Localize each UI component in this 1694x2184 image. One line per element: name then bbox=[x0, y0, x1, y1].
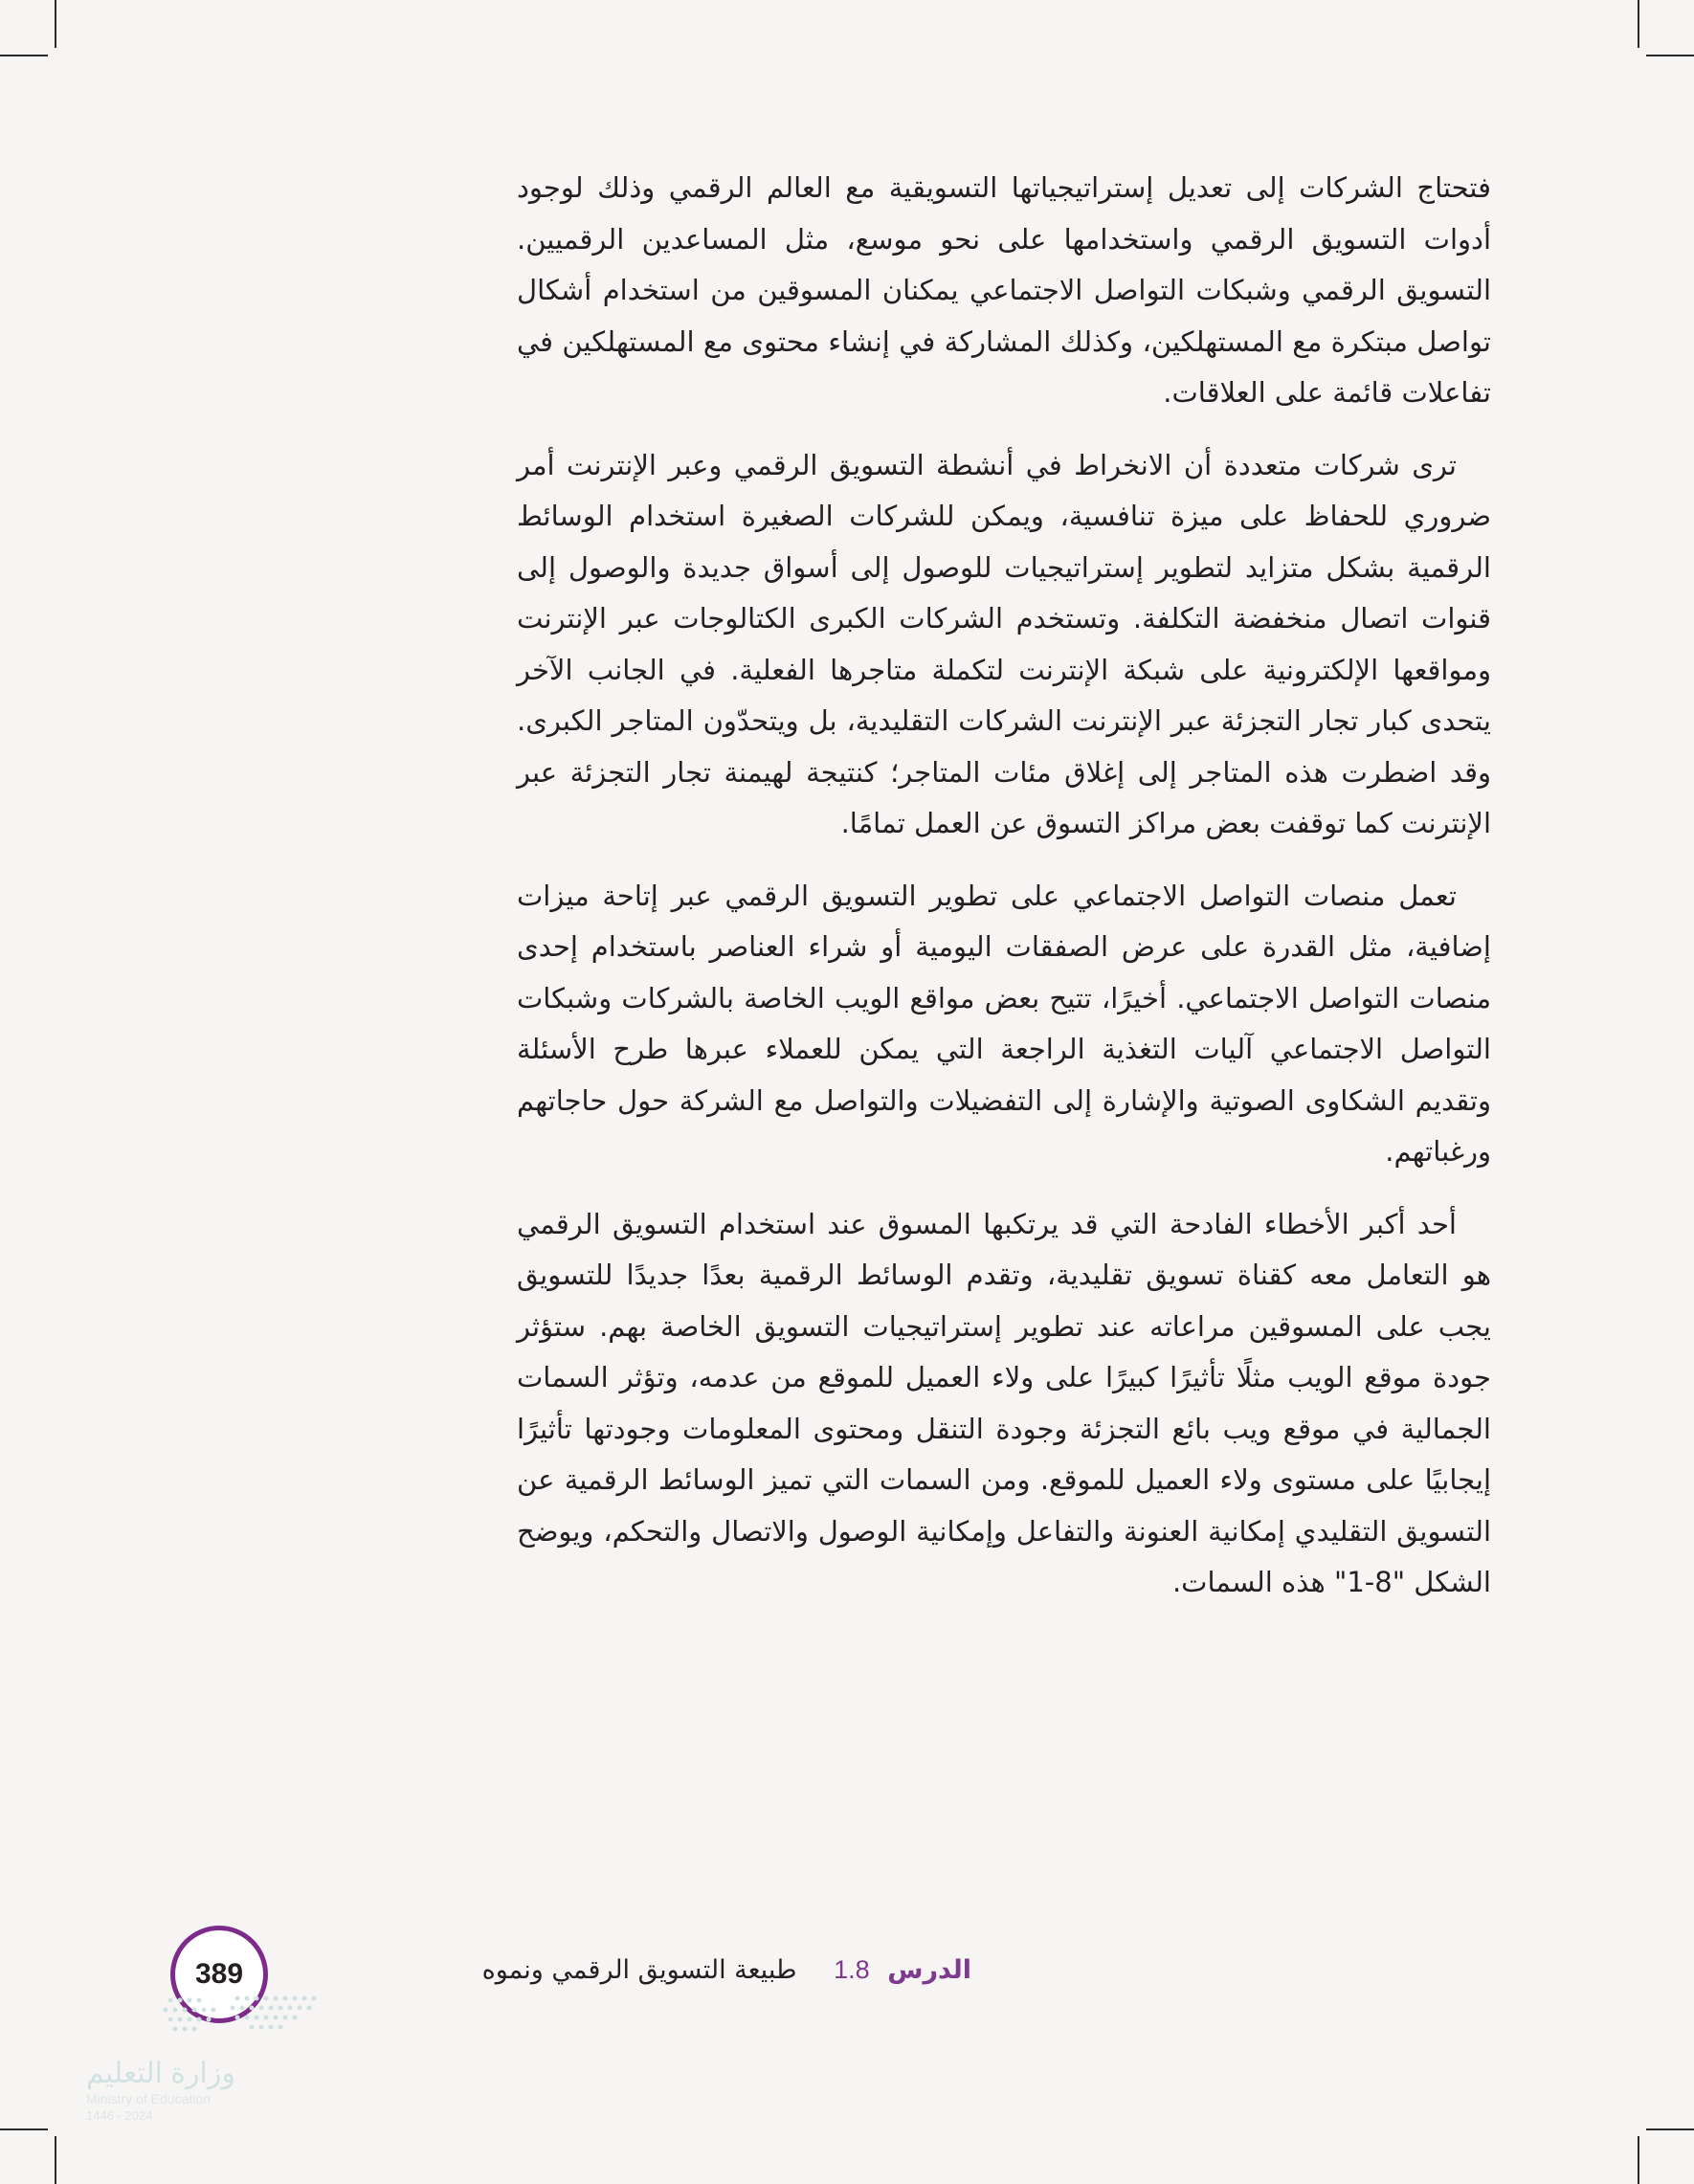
lesson-name: طبيعة التسويق الرقمي ونموه bbox=[481, 1955, 797, 1985]
crop-mark-bottom-left bbox=[55, 2136, 56, 2184]
ministry-name-en: Ministry of Education bbox=[86, 2091, 211, 2106]
crop-mark-bottom-right-h bbox=[1646, 2128, 1694, 2130]
ministry-name-ar: وزارة التعليم bbox=[86, 2058, 235, 2089]
paragraph-2: ترى شركات متعددة أن الانخراط في أنشطة التسويق الرقمي وعبر الإنترنت أمر ضروري للحفاظ على ميزة تنافسية، ويمكن للشركات الصغيرة استخدام الوسائط الرقمية بشكل متزايد لتطوير إستراتيجيات للوصول إلى أسواق جديدة والوصول إلى قنوات اتصال منخفضة التكلفة. وتستخدم الشركات الكبرى الكتالوجات عبر الإنترنت ومواقعها الإلكترونية على شبكة الإنترنت لتكملة متاجرها الفعلية. في الجانب الآخر يتحدى كبار تجار التجزئة عبر الإنترنت الشركات التقليدية، بل ويتحدّون المتاجر الكبرى. وقد اضطرت هذه المتاجر إلى إغلاق مئات المتاجر؛ كنتيجة لهيمنة تجار التجزئة عبر الإنترنت كما توقفت بعض مراكز التسوق عن العمل تمامًا. bbox=[517, 448, 1491, 839]
lesson-label: الدرس bbox=[887, 1955, 971, 1985]
lesson-title bbox=[482, 1955, 971, 1985]
ministry-logo-dots-icon bbox=[161, 1993, 323, 2050]
ministry-year: 2024 - 1446 bbox=[86, 2108, 153, 2123]
paragraph-1: فتحتاج الشركات إلى تعديل إستراتيجياتها التسويقية مع العالم الرقمي وذلك لوجود أدوات التسويق الرقمي واستخدامها على نحو موسع، مثل المساعدين الرقميين. التسويق الرقمي وشبكات التواصل الاجتماعي يمكنان المسوقين من استخدام أشكال تواصل مبتكرة مع المستهلكين، وكذلك المشاركة في إنشاء محتوى مع المستهلكين في تفاعلات قائمة على العلاقات. bbox=[517, 171, 1491, 409]
paragraph-4: أحد أكبر الأخطاء الفادحة التي قد يرتكبها المسوق عند استخدام التسويق الرقمي هو التعامل معه كقناة تسويق تقليدية، وتقدم الوسائط الرقمية بعدًا جديدًا للتسويق يجب على المسوقين مراعاته عند تطوير إستراتيجيات التسويق الخاصة بهم. ستؤثر جودة موقع الويب مثلًا تأثيرًا كبيرًا على ولاء العميل للموقع من عدمه، وتؤثر السمات الجمالية في موقع ويب بائع التجزئة وجودة التنقل ومحتوى المعلومات وجودتها تأثيرًا إيجابيًا على مستوى ولاء العميل للموقع. ومن السمات التي تميز الوسائط الرقمية عن التسويق التقليدي إمكانية العنونة والتفاعل وإمكانية الوصول والاتصال والتحكم، ويوضح الشكل "8-1" هذه السمات. bbox=[517, 1207, 1491, 1598]
paragraph-3: تعمل منصات التواصل الاجتماعي على تطوير التسويق الرقمي عبر إتاحة ميزات إضافية، مثل القدرة على عرض الصفقات اليومية أو شراء العناصر باستخدام إحدى منصات التواصل الاجتماعي. أخيرًا، تتيح بعض مواقع الويب الخاصة بالشركات وشبكات التواصل الاجتماعي آليات التغذية الراجعة التي يمكن للعملاء عبرها طرح الأسئلة وتقديم الشكاوى الصوتية والإشارة إلى التفضيلات والتواصل مع الشركة حول حاجاتهم ورغباتهم. bbox=[517, 879, 1491, 1168]
body-text bbox=[517, 163, 1491, 1630]
crop-mark-top-right-h bbox=[1646, 55, 1694, 56]
crop-mark-bottom-right bbox=[1638, 2136, 1639, 2184]
ministry-logo bbox=[86, 2058, 258, 2124]
page-number: 389 bbox=[194, 1958, 244, 1990]
crop-mark-top-left bbox=[55, 0, 56, 48]
crop-mark-bottom-left-h bbox=[0, 2128, 48, 2130]
crop-mark-top-right bbox=[1638, 0, 1639, 48]
lesson-number: 1.8 bbox=[834, 1955, 870, 1984]
crop-mark-top-left-h bbox=[0, 55, 48, 56]
